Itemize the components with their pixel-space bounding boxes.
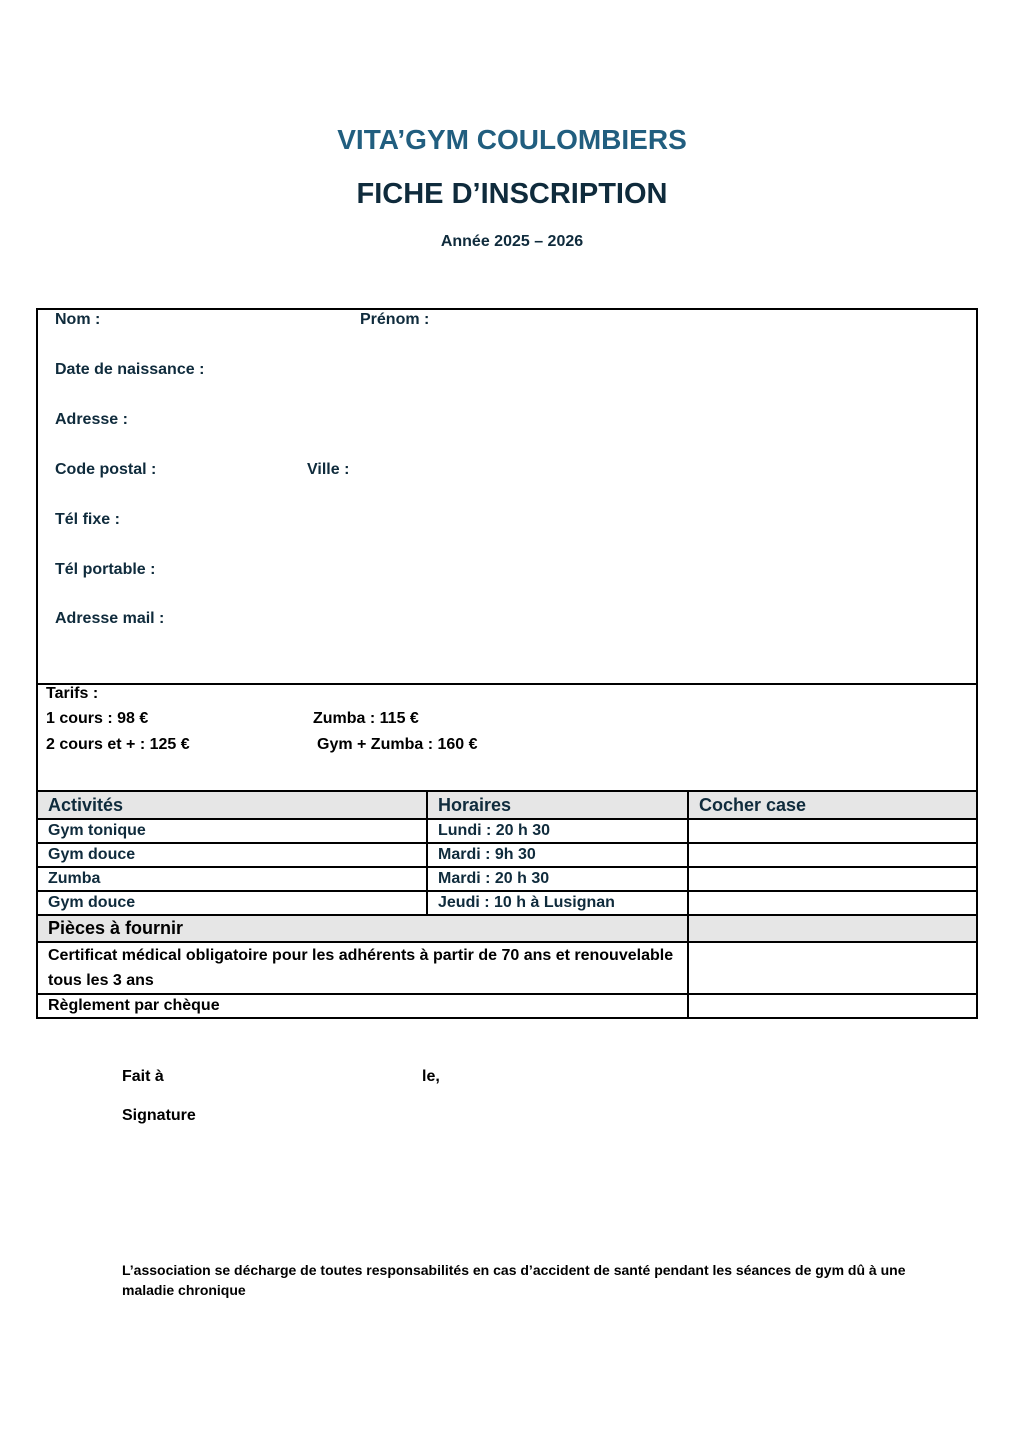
form-title: FICHE D’INSCRIPTION bbox=[356, 178, 668, 210]
activity-checkbox-cell[interactable] bbox=[688, 843, 977, 867]
reglement-text: Règlement par chèque bbox=[37, 994, 688, 1018]
club-title: VITA’GYM COULOMBIERS bbox=[337, 124, 687, 155]
activity-schedule: Mardi : 9h 30 bbox=[427, 843, 688, 867]
activity-schedule: Mardi : 20 h 30 bbox=[427, 867, 688, 891]
tel-fixe-label: Tél fixe : bbox=[55, 511, 120, 528]
signature-label: Signature bbox=[122, 1107, 196, 1124]
activity-checkbox-cell[interactable] bbox=[688, 819, 977, 843]
disclaimer-text: L’association se décharge de toutes responsabilités en cas d’accident de santé pendant les séances de gym dû à une maladie chronique bbox=[122, 1262, 906, 1298]
certificat-medical-text: Certificat médical obligatoire pour les adhérents à partir de 70 ans et renouvelable tous les 3 ans bbox=[37, 942, 688, 994]
date-naissance-label: Date de naissance : bbox=[55, 361, 205, 378]
header-horaires: Horaires bbox=[427, 791, 688, 819]
pieces-header-blank bbox=[688, 915, 977, 942]
header-cocher-case: Cocher case bbox=[688, 791, 977, 819]
adresse-label: Adresse : bbox=[55, 411, 128, 428]
activity-checkbox-cell[interactable] bbox=[688, 867, 977, 891]
table-row bbox=[37, 942, 977, 994]
certificat-checkbox-cell[interactable] bbox=[688, 942, 977, 994]
table-row bbox=[37, 843, 977, 867]
activity-schedule: Lundi : 20 h 30 bbox=[427, 819, 688, 843]
pieces-header: Pièces à fournir bbox=[37, 915, 688, 942]
date-le-label: le, bbox=[422, 1068, 440, 1085]
prenom-label: Prénom : bbox=[360, 311, 430, 328]
table-row bbox=[37, 819, 977, 843]
activity-name: Gym douce bbox=[37, 891, 427, 915]
header-activites: Activités bbox=[37, 791, 427, 819]
activity-checkbox-cell[interactable] bbox=[688, 891, 977, 915]
tarif-item: 2 cours et + : 125 € bbox=[46, 736, 190, 753]
activity-schedule: Jeudi : 10 h à Lusignan bbox=[427, 891, 688, 915]
adresse-mail-label: Adresse mail : bbox=[55, 610, 165, 627]
code-postal-label: Code postal : bbox=[55, 461, 157, 478]
tarifs-label: Tarifs : bbox=[46, 685, 99, 702]
tel-portable-label: Tél portable : bbox=[55, 561, 156, 578]
activity-name: Gym tonique bbox=[37, 819, 427, 843]
pieces-header-row bbox=[37, 915, 977, 942]
table-row bbox=[37, 891, 977, 915]
reglement-checkbox-cell[interactable] bbox=[688, 994, 977, 1018]
table-row bbox=[37, 867, 977, 891]
activities-table bbox=[36, 790, 978, 1019]
nom-label: Nom : bbox=[55, 311, 101, 328]
tarif-item: Zumba : 115 € bbox=[313, 710, 419, 727]
table-header-row bbox=[37, 791, 977, 819]
fait-a-label: Fait à bbox=[122, 1068, 164, 1085]
ville-label: Ville : bbox=[307, 461, 350, 478]
season-year: Année 2025 – 2026 bbox=[440, 233, 584, 250]
activity-name: Zumba bbox=[37, 867, 427, 891]
activity-name: Gym douce bbox=[37, 843, 427, 867]
tarif-item: Gym + Zumba : 160 € bbox=[317, 736, 478, 753]
table-row bbox=[37, 994, 977, 1018]
tarif-item: 1 cours : 98 € bbox=[46, 710, 149, 727]
